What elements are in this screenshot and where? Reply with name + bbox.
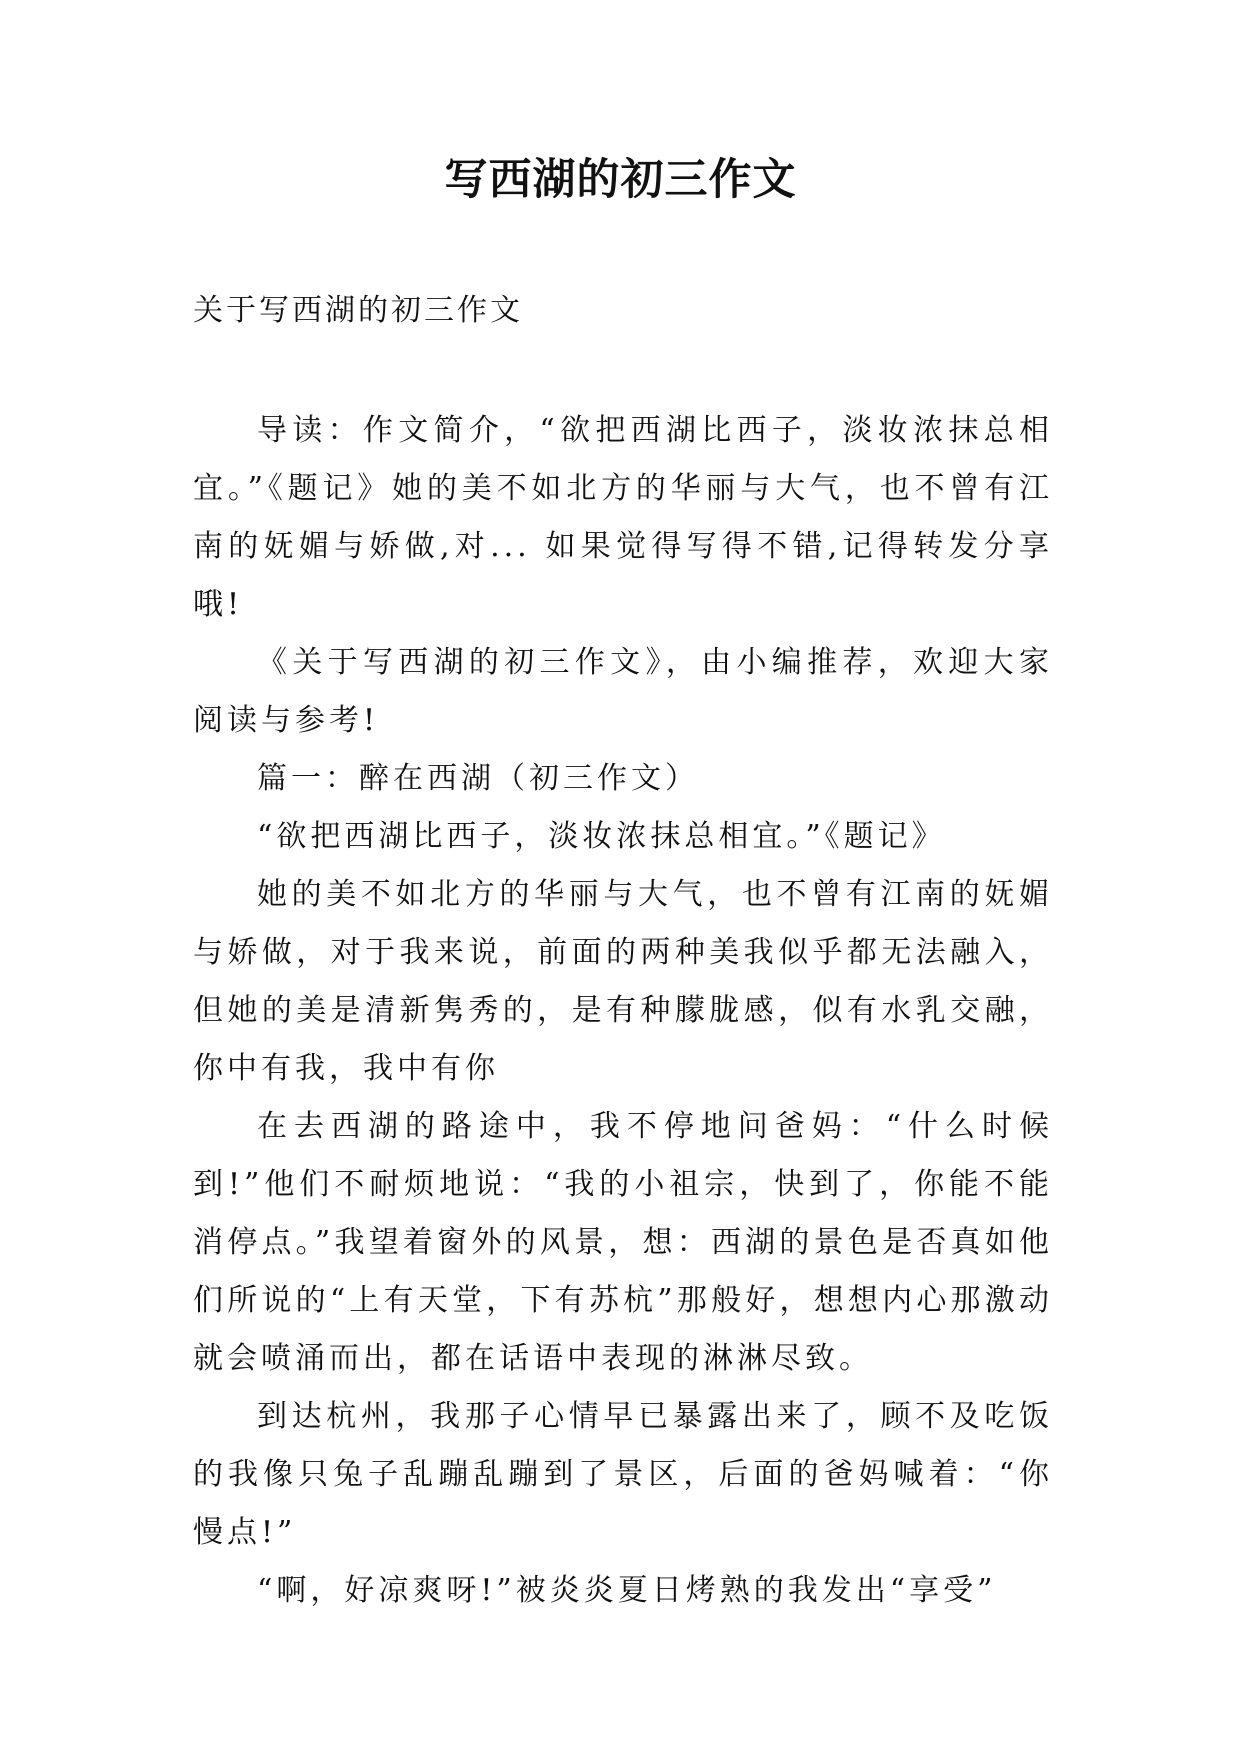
paragraph-recommend: 《关于写西湖的初三作文》，由小编推荐，欢迎大家阅读与参考! (193, 645, 1053, 738)
document-body (193, 402, 1053, 1620)
paragraph-epigraph: “欲把西湖比西子，淡妆浓抹总相宜。”《题记》 (257, 819, 946, 854)
document-subtitle: 关于写西湖的初三作文 (193, 293, 523, 328)
paragraph-body: 在去西湖的路途中，我不停地问爸妈：“什么时候到!”他们不耐烦地说：“我的小祖宗，快到了，你能不能消停点。”我望着窗外的风景，想：西湖的景色是否真如他们所说的“上有天堂，下有苏杭”那般好，想想内心那激动就会喷涌而出，都在话语中表现的淋淋尽致。 (193, 1109, 1053, 1376)
paragraph-body: 她的美不如北方的华丽与大气，也不曾有江南的妩媚与娇做，对于我来说，前面的两种美我似乎都无法融入，但她的美是清新隽秀的，是有种朦胧感，似有水乳交融，你中有我，我中有你 (193, 877, 1053, 1086)
paragraph-chapter-heading: 篇一：醉在西湖（初三作文） (257, 761, 699, 796)
paragraph-body: “啊，好凉爽呀!”被炎炎夏日烤熟的我发出“享受” (257, 1573, 997, 1608)
paragraph-body: 到达杭州，我那子心情早已暴露出来了，顾不及吃饭的我像只兔子乱蹦乱蹦到了景区，后面的爸妈喊着：“你慢点!” (193, 1399, 1053, 1550)
document-title: 写西湖的初三作文 (444, 155, 797, 205)
paragraph-intro: 导读：作文简介，“欲把西湖比西子，淡妆浓抹总相宜。”《题记》她的美不如北方的华丽与大气，也不曾有江南的妩媚与娇做,对... 如果觉得写得不错,记得转发分享哦! (193, 413, 1053, 622)
